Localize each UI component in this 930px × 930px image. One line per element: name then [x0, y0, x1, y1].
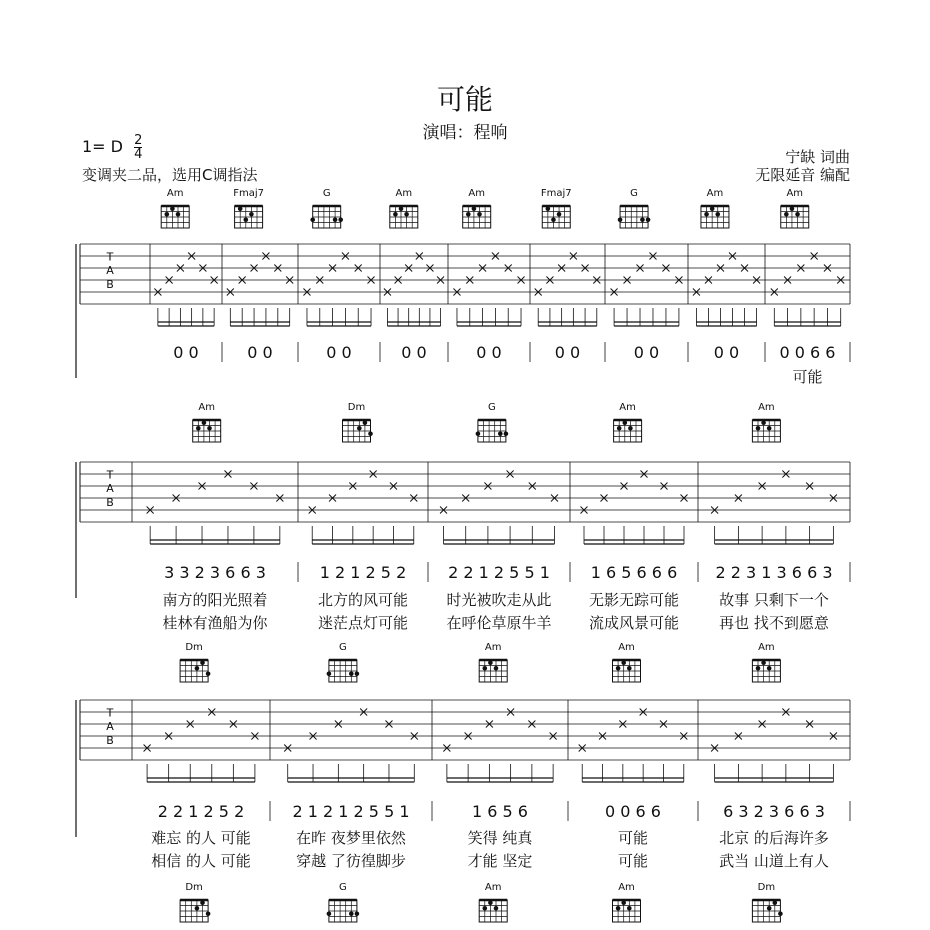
chord-finger-dot [646, 217, 651, 222]
jianpu-notes: 0 0 [713, 343, 740, 362]
jianpu-notes: 2 1 2 1 2 5 5 1 [292, 802, 410, 821]
chord-finger-dot [355, 671, 360, 676]
chord-finger-dot [710, 206, 715, 211]
chord-name: Am [166, 188, 184, 199]
jianpu-notes: 1 2 1 2 5 2 [319, 563, 407, 582]
chord-diagram [327, 642, 360, 682]
chord-finger-dot [195, 906, 200, 911]
chord-finger-dot [795, 212, 800, 217]
chord-name: Fmaj7 [540, 188, 572, 199]
chord-diagram [613, 642, 641, 682]
composer-credit: 宁缺 词曲 [785, 148, 850, 166]
chord-finger-dot [399, 206, 404, 211]
score-systems [76, 188, 850, 922]
score-system [180, 882, 783, 922]
lyric-line-1: 南方的阳光照着 [162, 591, 268, 609]
chord-finger-dot [206, 671, 211, 676]
capo-note: 变调夹二品，选用C调指法 [82, 166, 258, 184]
tab-clef-letter: A [106, 720, 114, 734]
score-system [76, 642, 850, 870]
score-system [76, 402, 850, 632]
chord-finger-dot [627, 906, 632, 911]
lyric-line-2: 才能 坚定 [467, 852, 533, 870]
chord-name: G [322, 188, 331, 199]
chord-finger-dot [551, 217, 556, 222]
chord-finger-dot [244, 217, 249, 222]
chord-finger-dot [621, 900, 626, 905]
lyric-line-1: 在昨 夜梦里依然 [296, 829, 406, 847]
lyric-line-1: 时光被吹走从此 [446, 591, 552, 609]
chord-name: Am [706, 188, 724, 199]
tab-clef-letter: B [106, 734, 114, 747]
tab-clef-letter: T [106, 468, 114, 482]
chord-diagram [161, 188, 189, 228]
chord-diagram [193, 402, 221, 442]
chord-name: Dm [185, 642, 203, 653]
chord-name: G [630, 188, 638, 199]
chord-finger-dot [546, 206, 551, 211]
lyric-line-2: 在呼伦草原牛羊 [446, 614, 552, 632]
chord-finger-dot [357, 426, 362, 431]
chord-finger-dot [333, 217, 338, 222]
jianpu-notes: 0 0 [554, 343, 581, 362]
chord-diagram [613, 882, 641, 922]
jianpu-notes: 0 0 [401, 343, 427, 362]
tab-clef-letter: A [106, 264, 114, 278]
chord-diagram [390, 188, 418, 228]
chord-finger-dot [238, 206, 243, 211]
lyric-line-1: 难忘 的人 可能 [151, 829, 251, 847]
jianpu-notes: 1 6 5 6 6 6 [590, 563, 678, 582]
tab-clef-letter: B [106, 278, 114, 291]
chord-finger-dot [790, 206, 795, 211]
chord-finger-dot [483, 906, 488, 911]
singer-credit: 演唱：程响 [422, 123, 508, 143]
chord-finger-dot [393, 212, 398, 217]
chord-name: Am [618, 882, 635, 893]
chord-finger-dot [349, 911, 354, 916]
chord-finger-dot [773, 900, 778, 905]
lyric-line-2: 流成风景可能 [588, 614, 680, 632]
chord-diagram [476, 402, 509, 442]
chord-finger-dot [761, 660, 766, 665]
chord-finger-dot [355, 911, 360, 916]
chord-finger-dot [488, 660, 493, 665]
chord-finger-dot [761, 420, 766, 425]
chord-diagram [327, 882, 360, 922]
tab-clef-letter: T [106, 250, 114, 264]
score-system [76, 188, 850, 386]
song-title: 可能 [436, 83, 493, 116]
chord-name: Am [484, 882, 502, 893]
lyric-line-1: 可能 [792, 368, 823, 386]
chord-name: Am [618, 642, 635, 653]
chord-name: Am [468, 188, 485, 199]
chord-name: Fmaj7 [233, 188, 264, 199]
chord-finger-dot [621, 660, 626, 665]
chord-finger-dot [618, 217, 623, 222]
chord-finger-dot [557, 212, 562, 217]
chord-finger-dot [494, 906, 499, 911]
chord-finger-dot [477, 212, 482, 217]
chord-name: Dm [757, 882, 776, 893]
chord-finger-dot [349, 671, 354, 676]
chord-finger-dot [363, 420, 368, 425]
chord-diagram [752, 642, 780, 682]
chord-diagram [541, 188, 572, 228]
chord-finger-dot [165, 212, 170, 217]
chord-finger-dot [767, 426, 772, 431]
chord-finger-dot [368, 431, 373, 436]
jianpu-notes: 3 3 2 3 6 6 3 [164, 563, 266, 582]
chord-finger-dot [476, 431, 481, 436]
arranger-credit: 无限延音 编配 [755, 166, 850, 184]
chord-name: Am [786, 188, 804, 199]
chord-finger-dot [756, 426, 761, 431]
chord-finger-dot [623, 420, 628, 425]
chord-finger-dot [466, 212, 471, 217]
key-label: 1= D [82, 137, 123, 156]
chord-finger-dot [778, 911, 783, 916]
chord-diagram [233, 188, 264, 228]
lyric-line-1: 无影无踪可能 [588, 591, 680, 609]
chord-name: Am [619, 402, 636, 413]
lyric-line-1: 北方的风可能 [317, 591, 409, 609]
chord-finger-dot [617, 426, 622, 431]
chord-finger-dot [616, 666, 621, 671]
tab-clef-letter: A [106, 482, 114, 496]
chord-finger-dot [494, 666, 499, 671]
chord-finger-dot [249, 212, 254, 217]
chord-name: Am [484, 642, 502, 653]
chord-name: Am [395, 188, 413, 199]
chord-finger-dot [627, 666, 632, 671]
lyric-line-2: 桂林有渔船为你 [162, 614, 268, 632]
chord-finger-dot [504, 431, 509, 436]
chord-diagram [479, 642, 507, 682]
chord-finger-dot [207, 426, 212, 431]
chord-name: G [339, 882, 347, 893]
jianpu-notes: 1 6 5 6 [472, 802, 528, 821]
chord-finger-dot [616, 906, 621, 911]
lyric-line-2: 相信 的人 可能 [151, 852, 251, 870]
chord-finger-dot [170, 206, 175, 211]
chord-diagram [310, 188, 343, 228]
chord-diagram [343, 402, 373, 442]
chord-diagram [479, 882, 507, 922]
jianpu-notes: 6 3 2 3 6 6 3 [723, 802, 825, 821]
chord-finger-dot [498, 431, 503, 436]
chord-finger-dot [483, 666, 488, 671]
lyric-line-1: 可能 [617, 829, 649, 847]
lyric-line-2: 可能 [617, 852, 649, 870]
chord-finger-dot [767, 906, 772, 911]
chord-name: G [488, 402, 496, 413]
jianpu-notes: 0 0 [476, 343, 502, 362]
chord-finger-dot [628, 426, 633, 431]
jianpu-notes: 0 0 [247, 343, 273, 362]
lyric-line-2: 穿越 了彷徨脚步 [296, 852, 406, 870]
chord-finger-dot [472, 206, 477, 211]
jianpu-notes: 0 0 [173, 343, 199, 362]
chord-finger-dot [176, 212, 181, 217]
lyric-line-2: 武当 山道上有人 [719, 852, 829, 870]
lyric-line-1: 北京 的后海许多 [719, 829, 829, 847]
tab-clef-letter: T [106, 706, 114, 720]
chord-finger-dot [704, 212, 709, 217]
chord-finger-dot [310, 217, 315, 222]
lyric-line-1: 故事 只剩下一个 [719, 591, 829, 609]
time-denominator: 4 [134, 147, 143, 162]
chord-finger-dot [640, 217, 645, 222]
chord-diagram [180, 882, 210, 922]
chord-finger-dot [488, 900, 493, 905]
jianpu-notes: 0 0 [633, 343, 660, 362]
chord-name: Am [758, 642, 775, 653]
chord-diagram [463, 188, 491, 228]
tab-clef-letter: B [106, 496, 114, 509]
chord-name: Am [758, 402, 775, 413]
chord-diagram [752, 402, 780, 442]
chord-finger-dot [338, 217, 343, 222]
chord-diagram [752, 882, 782, 922]
jianpu-notes: 2 2 3 1 3 6 6 3 [715, 563, 833, 582]
chord-diagram [781, 188, 809, 228]
chord-finger-dot [756, 666, 761, 671]
chord-finger-dot [767, 666, 772, 671]
chord-finger-dot [784, 212, 789, 217]
chord-name: Dm [185, 882, 203, 893]
chord-finger-dot [404, 212, 409, 217]
chord-finger-dot [715, 212, 720, 217]
chord-finger-dot [196, 426, 201, 431]
chord-diagram [180, 642, 210, 682]
chord-diagram [614, 402, 642, 442]
chord-name: Am [198, 402, 215, 413]
lyric-line-2: 再也 找不到愿意 [719, 614, 829, 632]
jianpu-notes: 2 2 1 2 5 5 1 [448, 563, 550, 582]
jianpu-notes: 0 0 6 6 [605, 802, 661, 821]
chord-finger-dot [200, 900, 205, 905]
jianpu-notes: 2 2 1 2 5 2 [157, 802, 245, 821]
chord-name: G [339, 642, 347, 653]
chord-finger-dot [327, 671, 332, 676]
chord-finger-dot [202, 420, 207, 425]
lyric-line-1: 笑得 纯真 [467, 829, 533, 847]
chord-finger-dot [206, 911, 211, 916]
chord-finger-dot [195, 666, 200, 671]
chord-name: Dm [347, 402, 366, 413]
chord-diagram [701, 188, 729, 228]
time-numerator: 2 [134, 133, 143, 148]
chord-finger-dot [327, 911, 332, 916]
chord-diagram [618, 188, 651, 228]
lyric-line-2: 迷茫点灯可能 [317, 614, 409, 632]
jianpu-notes: 0 0 6 6 [779, 343, 836, 362]
jianpu-notes: 0 0 [326, 343, 352, 362]
chord-finger-dot [200, 660, 205, 665]
